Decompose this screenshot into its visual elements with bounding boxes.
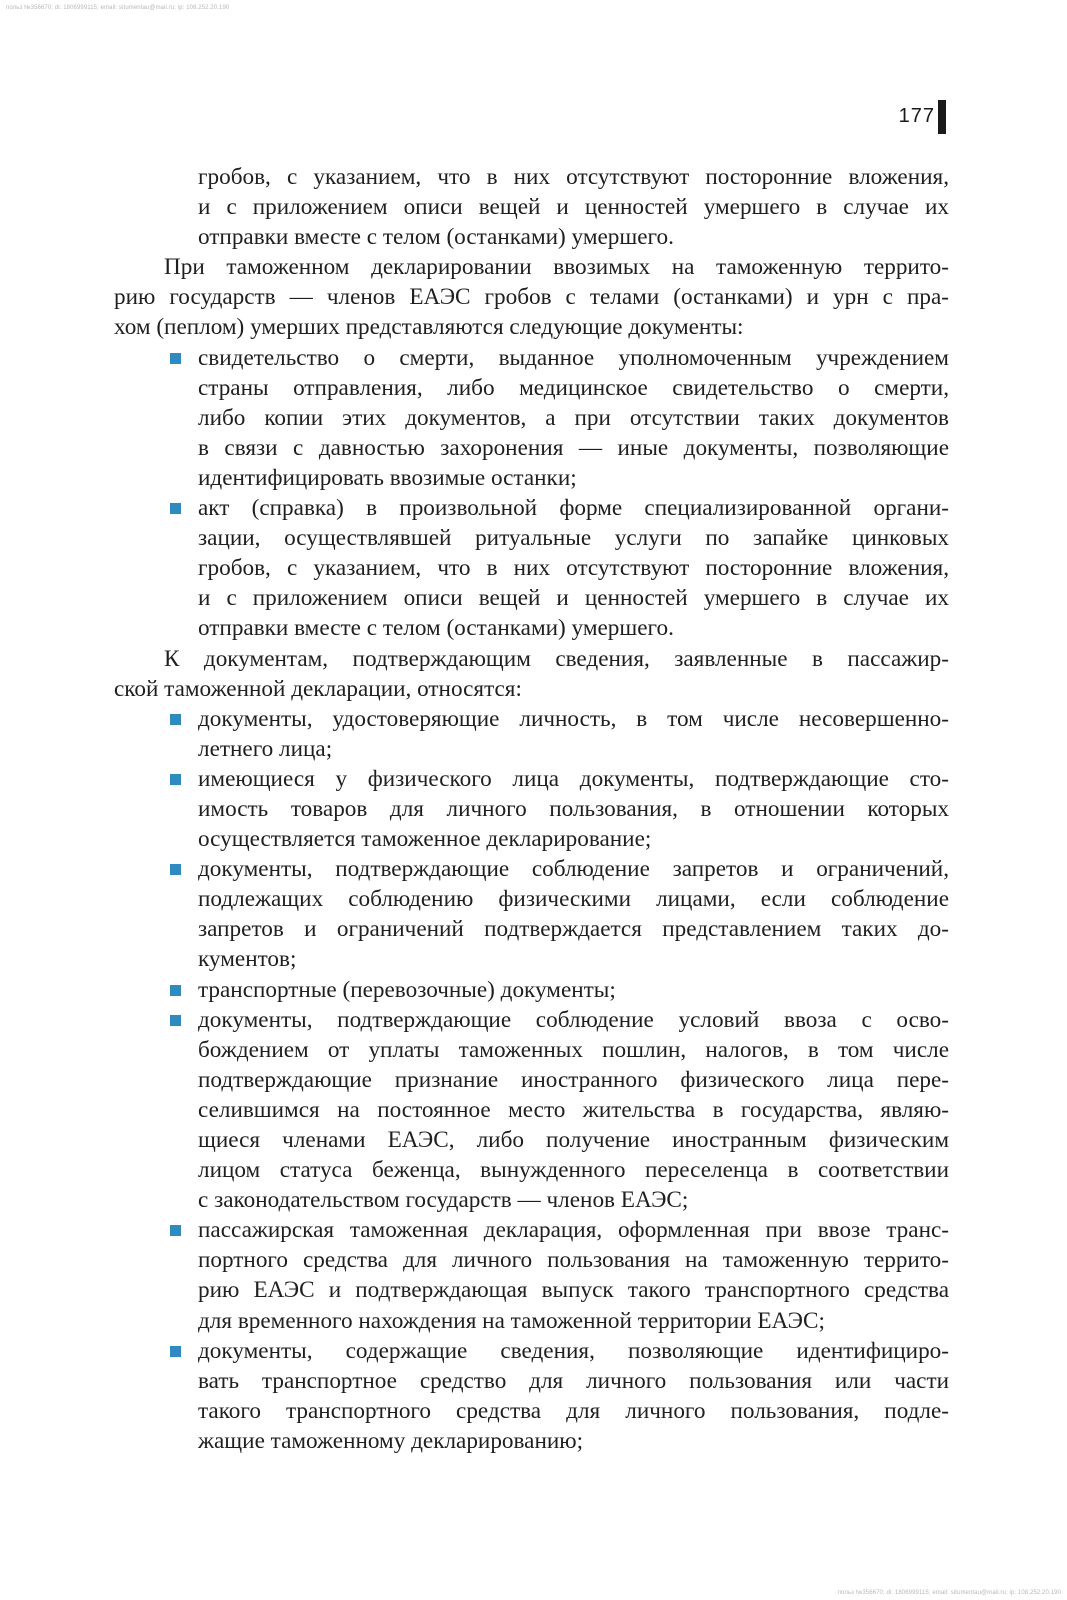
text-line: лицом статуса беженца, вынужденного переселенца в соответствии (198, 1157, 949, 1184)
line (114, 553, 949, 583)
text-line: гробов, с указанием, что в них отсутствуют посторонние вложения, (198, 555, 949, 582)
list-item (114, 704, 949, 764)
line (114, 463, 949, 493)
text-line: зации, осуществлявшей ритуальные услуги по запайке цинковых (198, 525, 949, 552)
list-item (114, 1005, 949, 1216)
line (114, 613, 949, 643)
line (114, 824, 949, 854)
page-body (114, 162, 949, 1456)
text-line: имость товаров для личного пользования, в отношении которых (198, 795, 949, 822)
text-line: акт (справка) в произвольной форме специализированной органи- (198, 495, 949, 522)
list-item (114, 764, 949, 854)
text-line: осуществляется таможенное декларирование; (198, 826, 652, 853)
text-line: свидетельство о смерти, выданное уполномоченным учреждением (198, 344, 949, 371)
square-bullet-icon (170, 1346, 181, 1357)
line (114, 975, 949, 1005)
line (114, 1275, 949, 1305)
line (114, 433, 949, 463)
line (114, 1215, 949, 1245)
text-line: и с приложением описи вещей и ценностей умершего в случае их (198, 585, 949, 612)
line (114, 252, 949, 282)
list-item (114, 1336, 949, 1456)
line (114, 644, 949, 674)
line (114, 1245, 949, 1275)
text-line: бождением от уплаты таможенных пошлин, налогов, в том числе (198, 1036, 949, 1063)
line (114, 192, 949, 222)
text-line: жащие таможенному декларированию; (198, 1427, 584, 1454)
text-line: и с приложением описи вещей и ценностей умершего в случае их (198, 194, 949, 221)
line (114, 944, 949, 974)
text-line: щиеся членами ЕАЭС, либо получение иностранным физическим (198, 1127, 949, 1153)
page-number-bar (938, 100, 946, 134)
line (114, 493, 949, 523)
line (114, 1005, 949, 1035)
square-bullet-icon (170, 714, 181, 725)
line (114, 704, 949, 734)
list-item (114, 854, 949, 974)
line (114, 764, 949, 794)
text-line: имеющиеся у физического лица документы, подтверждающие сто- (198, 765, 949, 792)
text-line: К документам, подтверждающим сведения, заявленные в пассажир- (164, 645, 949, 672)
square-bullet-icon (170, 774, 181, 785)
list-item (114, 975, 949, 1005)
square-bullet-icon (170, 1015, 181, 1026)
text-line: селившимся на постоянное место жительства в государства, являю- (198, 1096, 949, 1123)
line (114, 312, 949, 342)
square-bullet-icon (170, 353, 181, 364)
line (114, 1185, 949, 1215)
line (114, 403, 949, 433)
text-line: транспортные (перевозочные) документы; (198, 976, 616, 1003)
line (114, 674, 949, 704)
paragraph-continuation (114, 162, 949, 252)
text-line: подтверждающие признание иностранного физического лица пере- (198, 1066, 949, 1093)
text-line: летнего лица; (198, 735, 333, 762)
text-line: При таможенном декларировании ввозимых на таможенную террито- (164, 254, 949, 281)
list-item (114, 343, 949, 493)
line (114, 162, 949, 192)
watermark-bottom: польз №356670; di: 1806999115; email: situmentau@mail.ru; ip: 108.252.20.190 (837, 1590, 1061, 1596)
line (114, 1336, 949, 1366)
line (114, 1125, 949, 1155)
square-bullet-icon (170, 1225, 181, 1236)
square-bullet-icon (170, 503, 181, 514)
line (114, 583, 949, 613)
line (114, 1065, 949, 1095)
text-line: хом (пеплом) умерших представляются следующие документы: (114, 314, 744, 341)
page-number: 177 (898, 105, 935, 127)
text-line: отправки вместе с телом (останками) умершего. (198, 224, 674, 251)
line (114, 884, 949, 914)
text-line: ской таможенной декларации, относятся: (114, 675, 522, 702)
text-line: документы, содержащие сведения, позволяющие идентифициро- (198, 1337, 949, 1364)
text-line: либо копии этих документов, а при отсутствии таких документов (198, 404, 949, 431)
square-bullet-icon (170, 985, 181, 996)
text-line: документы, подтверждающие соблюдение запретов и ограничений, (198, 856, 949, 883)
line (114, 1396, 949, 1426)
line (114, 1095, 949, 1125)
text-line: в связи с давностью захоронения — иные документы, позволяющие (198, 434, 949, 461)
line (114, 523, 949, 553)
line (114, 1306, 949, 1336)
paragraph (114, 252, 949, 342)
line (114, 1035, 949, 1065)
text-line: портного средства для личного пользования на таможенную террито- (198, 1247, 949, 1274)
line (114, 1426, 949, 1456)
line (114, 222, 949, 252)
line (114, 343, 949, 373)
line (114, 282, 949, 312)
text-line: пассажирская таможенная декларация, оформленная при ввозе транс- (198, 1217, 949, 1244)
text-line: кументов; (198, 946, 297, 973)
paragraph (114, 644, 949, 704)
text-line: такого транспортного средства для личного пользования, подле- (198, 1397, 949, 1424)
list-item (114, 493, 949, 643)
text-line: с законодательством государств — членов ЕАЭС; (198, 1187, 689, 1214)
text-line: идентифицировать ввозимые останки; (198, 464, 577, 491)
text-line: отправки вместе с телом (останками) умершего. (198, 615, 674, 642)
text-line: рию государств — членов ЕАЭС гробов с телами (останками) и урн с пра- (114, 284, 949, 311)
line (114, 794, 949, 824)
text-line: документы, подтверждающие соблюдение условий ввоза с осво- (198, 1006, 949, 1033)
line (114, 914, 949, 944)
line (114, 734, 949, 764)
line (114, 1366, 949, 1396)
square-bullet-icon (170, 864, 181, 875)
text-line: запретов и ограничений подтверждается представлением таких до- (198, 916, 949, 943)
list-item (114, 1215, 949, 1335)
text-line: документы, удостоверяющие личность, в том числе несовершенно- (198, 705, 949, 732)
text-line: вать транспортное средство для личного пользования или части (198, 1367, 949, 1394)
text-line: гробов, с указанием, что в них отсутствуют посторонние вложения, (198, 164, 949, 190)
text-line: подлежащих соблюдению физическими лицами, если соблюдение (198, 886, 949, 913)
watermark-top: польз №356670; di: 1806999115; email: situmentau@mail.ru; ip: 108.252.20.190 (6, 5, 230, 11)
line (114, 854, 949, 884)
text-line: для временного нахождения на таможенной территории ЕАЭС; (198, 1307, 825, 1334)
line (114, 1155, 949, 1185)
text-line: страны отправления, либо медицинское свидетельство о смерти, (198, 374, 949, 401)
text-line: рию ЕАЭС и подтверждающая выпуск такого транспортного средства (198, 1277, 949, 1304)
line (114, 373, 949, 403)
